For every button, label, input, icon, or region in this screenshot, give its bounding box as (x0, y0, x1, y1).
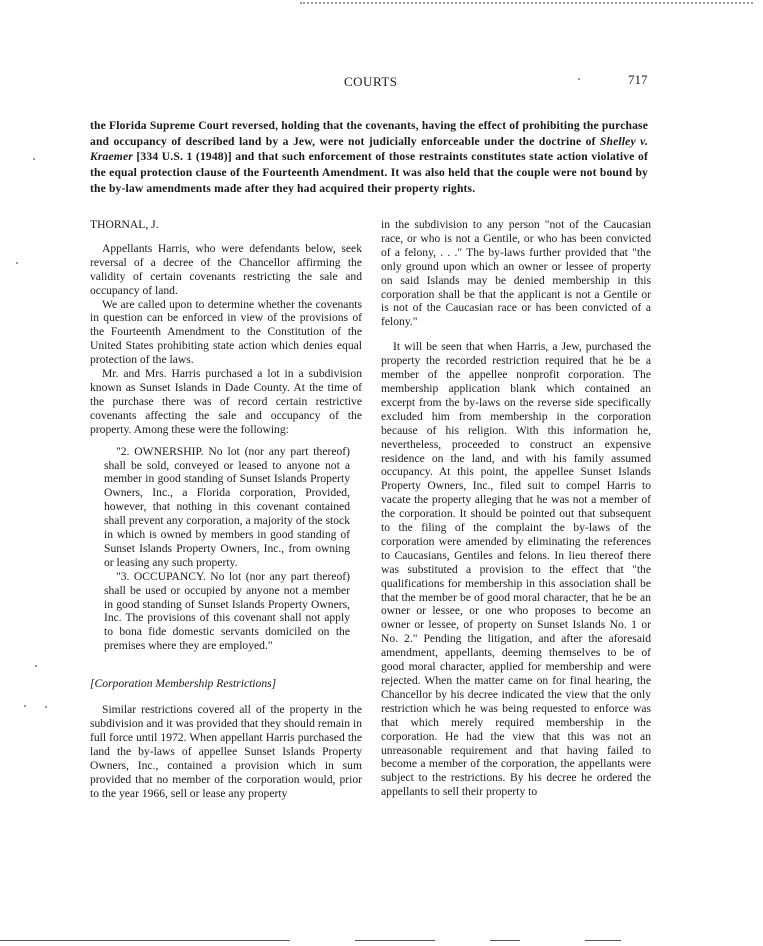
covenant-quote-occupancy: "3. OCCUPANCY. No lot (nor any part thereof) shall be used or occupied by anyone not a member in good standing of Sunset Islands Property Owners, Inc. The provisions of this covenant shall not apply to bona fide domestic servants domiciled on the premises where they are employed." (104, 569, 350, 653)
scan-speck (16, 262, 18, 264)
scan-speck (45, 706, 47, 708)
running-head: COURTS (344, 74, 398, 89)
paragraph: Appellants Harris, who were defendants below, seek reversal of a decree of the Chancellor affirming the validity of certain covenants restricting the sale and occupancy of land. (90, 241, 362, 297)
section-subheading: [Corporation Membership Restrictions] (90, 677, 277, 691)
scan-speck (33, 158, 35, 160)
scan-speck (24, 705, 26, 707)
case-summary: the Florida Supreme Court reversed, holding that the covenants, having the effect of prohibiting the purchase and occupancy of described land by a Jew, were not judicially enforceable under the doctrine of Shelley v. Kraemer [334 U.S. 1 (1948)] and that such enforcement of those restraints constitutes state action violative of the equal protection clause of the Fourteenth Amendment. It was also held that the couple were not bound by the by-law amendments made after they had acquired their property rights. (90, 119, 648, 195)
paragraph: Mr. and Mrs. Harris purchased a lot in a subdivision known as Sunset Islands in Dade County. At the time of the purchase there was of record certain restrictive covenants affecting the sale and occupancy of the property. Among these were the following: (90, 367, 362, 436)
judge-name: THORNAL, J. (90, 218, 159, 231)
page-number: 717 (628, 72, 648, 87)
paragraph: Similar restrictions covered all of the property in the subdivision and it was provided that they should remain in full force until 1972. When appellant Harris purchased the land the by-laws of appellee Sunset Islands Property Owners, Inc., contained a provision which in sum provided that no member of the corporation would, prior to the year 1966, sell or lease any property (90, 703, 362, 800)
scan-speck (578, 78, 580, 80)
case-citation: Shelley v. Kraemer (90, 134, 648, 164)
paragraph: in the subdivision to any person "not of the Caucasian race, or who is not a Gentile, or who has been convicted of a felony, . . ." The by-laws further provided that "the only ground upon which an owner or lessee of property on said Islands may be denied membership in this corporation shall be that the applicant is not a Gentile or is not of the Caucasian race or has been convicted of a felony." (381, 218, 651, 329)
page-header (0, 72, 763, 92)
paragraph: We are called upon to determine whether the covenants in question can be enforced in view of the provisions of the Fourteenth Amendment to the Constitution of the United States prohibiting state action which denies equal protection of the laws. (90, 297, 362, 367)
scan-speck (35, 665, 37, 667)
covenant-quote-ownership: "2. OWNERSHIP. No lot (nor any part thereof) shall be sold, conveyed or leased to anyone not a member in good standing of Sunset Islands Property Owners, Inc., a Florida corporation, Provided, however, that nothing in this covenant contained shall prevent any corporation, a majority of the stock in which is owned by members in good standing of Sunset Islands Property Owners, Inc., from owning or leasing any such property. (104, 444, 350, 569)
bottom-scan-rule (0, 940, 763, 944)
top-edge-dots (300, 2, 753, 4)
paragraph: It will be seen that when Harris, a Jew, purchased the property the recorded restriction required that he be a member of the appellee nonprofit corporation. The membership application blank which contained an excerpt from the by-laws on the reverse side specifically excluded him from membership in the corporation because of his religion. With this information he, nevertheless, proceeded to construct an expensive residence on the land, and with his family assumed occupancy. At this point, the appellee Sunset Islands Property Owners, Inc., filed suit to compel Harris to vacate the property alleging that he was not a member of the corporation. It should be pointed out that subsequent to the filing of the complaint the by-laws of the corporation were amended by eliminating the references to Caucasians, Gentiles and felons. In lieu thereof there was substituted a provision to the effect that "the qualifications for membership in this association shall be that the member be of good moral character, that he be an owner or lessee, or one who proposes to become an owner or lessee, of property on Sunset Islands No. 1 or No. 2." Pending the litigation, and after the aforesaid amendment, appellants, deeming themselves to be of good moral character, applied for membership and were rejected. When the matter came on for final hearing, the Chancellor by his decree indicated the view that the only restriction which he was being requested to enforce was that which merely required membership in the corporation. He had the view that this was not an unreasonable requirement and that having failed to become a member of the corporation, the appellants were subject to the restrictions. By his decree he ordered the appellants to sell their property to (381, 340, 651, 799)
right-column (381, 218, 651, 799)
left-column (90, 218, 362, 800)
